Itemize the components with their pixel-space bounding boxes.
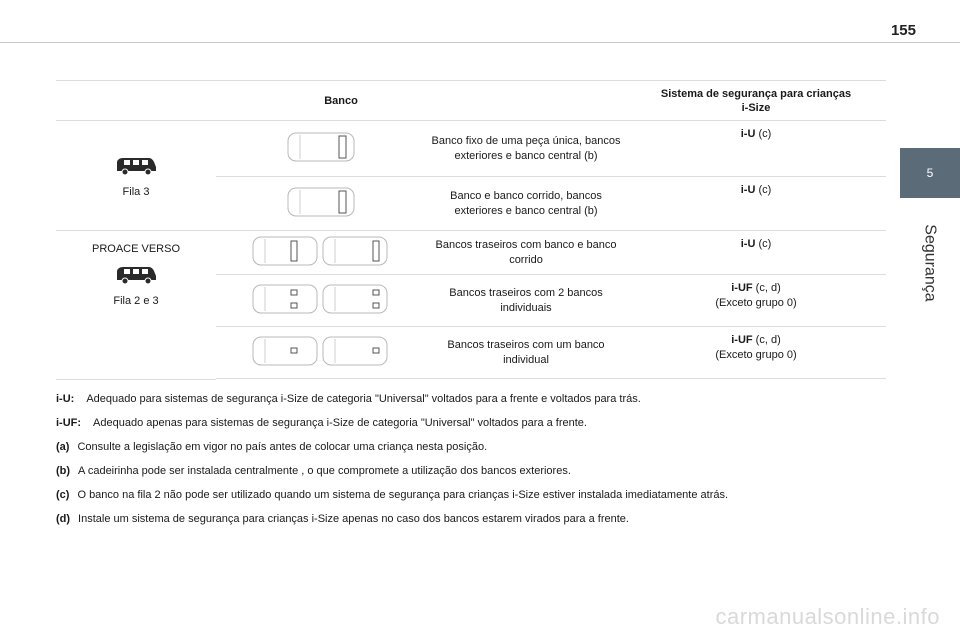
system-cell	[626, 177, 886, 231]
footnote-key: i-UF:	[56, 417, 82, 429]
child-seat-table	[56, 80, 886, 380]
system-code: i-U	[740, 184, 756, 196]
seat-description: Bancos traseiros com um banco individual	[426, 327, 626, 379]
footnote	[56, 488, 886, 503]
row-label: Fila 3	[122, 185, 150, 198]
system-cell	[626, 327, 886, 379]
footnote-key: (c)	[56, 489, 70, 501]
footnote	[56, 416, 886, 431]
system-code: i-UF	[731, 282, 753, 294]
system-note: (Exceto grupo 0)	[715, 349, 797, 361]
footnote-key: i-U:	[56, 393, 75, 405]
seat-layout-cell	[216, 327, 426, 379]
seat-layout-top-view-icon	[251, 335, 391, 367]
footnote	[56, 440, 886, 455]
table-row	[56, 121, 886, 177]
chapter-number: 5	[926, 166, 934, 180]
header-system	[626, 81, 886, 121]
table-bottom-rule	[56, 379, 216, 380]
seat-description: Bancos traseiros com banco e banco corrido	[426, 231, 626, 275]
footnote-key: (d)	[56, 513, 71, 525]
header-system-sub: i-Size	[741, 101, 771, 114]
footnote-key: (b)	[56, 465, 71, 477]
footnote-text: A cadeirinha pode ser instalada centralmente , o que compromete a utilização dos bancos exteriores.	[78, 465, 571, 477]
seat-description: Bancos traseiros com 2 bancos individuais	[426, 275, 626, 327]
seat-layout-top-view-icon	[286, 186, 356, 218]
seat-description: Banco e banco corrido, bancos exteriores e banco central (b)	[426, 177, 626, 231]
footnote	[56, 512, 886, 527]
seat-layout-top-view-icon	[251, 235, 391, 267]
system-detail: (c, d)	[752, 282, 781, 294]
header-divider	[0, 42, 960, 43]
seat-layout-cell	[216, 275, 426, 327]
footnote-text: Adequado apenas para sistemas de segurança i-Size de categoria "Universal" voltados para a frente.	[93, 417, 587, 429]
seat-layout-cell	[216, 231, 426, 275]
chapter-title-text: Segurança	[922, 224, 940, 302]
system-detail: (c)	[755, 128, 772, 140]
chapter-tab[interactable]	[900, 148, 960, 198]
footnote-text: Adequado para sistemas de segurança i-Size de categoria "Universal" voltados para a frente e voltados para trás.	[86, 393, 641, 405]
system-code: i-U	[740, 238, 756, 250]
seat-description: Banco fixo de uma peça única, bancos exteriores e banco central (b)	[426, 121, 626, 177]
footnote	[56, 392, 886, 407]
system-code: i-UF	[731, 334, 753, 346]
footnote-text: Consulte a legislação em vigor no país antes de colocar uma criança nesta posição.	[77, 441, 488, 453]
footnote-text: Instale um sistema de segurança para crianças i-Size apenas no caso dos bancos estarem virados para a frente.	[78, 513, 629, 525]
system-cell	[626, 121, 886, 177]
system-cell	[626, 231, 886, 275]
footnotes	[56, 392, 886, 536]
vehicle-title: PROACE VERSO	[91, 243, 181, 255]
vehicle-cell-row23	[56, 231, 216, 379]
header-seat: Banco	[56, 81, 626, 121]
seat-layout-cell	[216, 121, 426, 177]
vehicle-cell-row3	[56, 121, 216, 231]
system-cell	[626, 275, 886, 327]
table-header-row	[56, 81, 886, 121]
watermark: carmanualsonline.info	[715, 604, 940, 629]
row-label: Fila 2 e 3	[113, 295, 159, 307]
van-side-icon	[114, 263, 158, 287]
seat-layout-cell	[216, 177, 426, 231]
system-detail: (c, d)	[752, 334, 781, 346]
chapter-title	[900, 208, 960, 318]
system-note: (Exceto grupo 0)	[715, 297, 797, 309]
header-system-title: Sistema de segurança para crianças	[660, 87, 852, 100]
footnote-key: (a)	[56, 441, 70, 453]
seat-layout-top-view-icon	[251, 283, 391, 315]
system-detail: (c)	[755, 184, 772, 196]
system-code: i-U	[740, 128, 756, 140]
seat-layout-top-view-icon	[286, 131, 356, 163]
system-detail: (c)	[755, 238, 772, 250]
footnote-text: O banco na fila 2 não pode ser utilizado quando um sistema de segurança para crianças i-Size estiver instalada imediatamente atrás.	[77, 489, 729, 501]
footnote	[56, 464, 886, 479]
table-row	[56, 231, 886, 275]
page-number: 155	[890, 22, 916, 39]
van-side-icon	[114, 154, 158, 178]
